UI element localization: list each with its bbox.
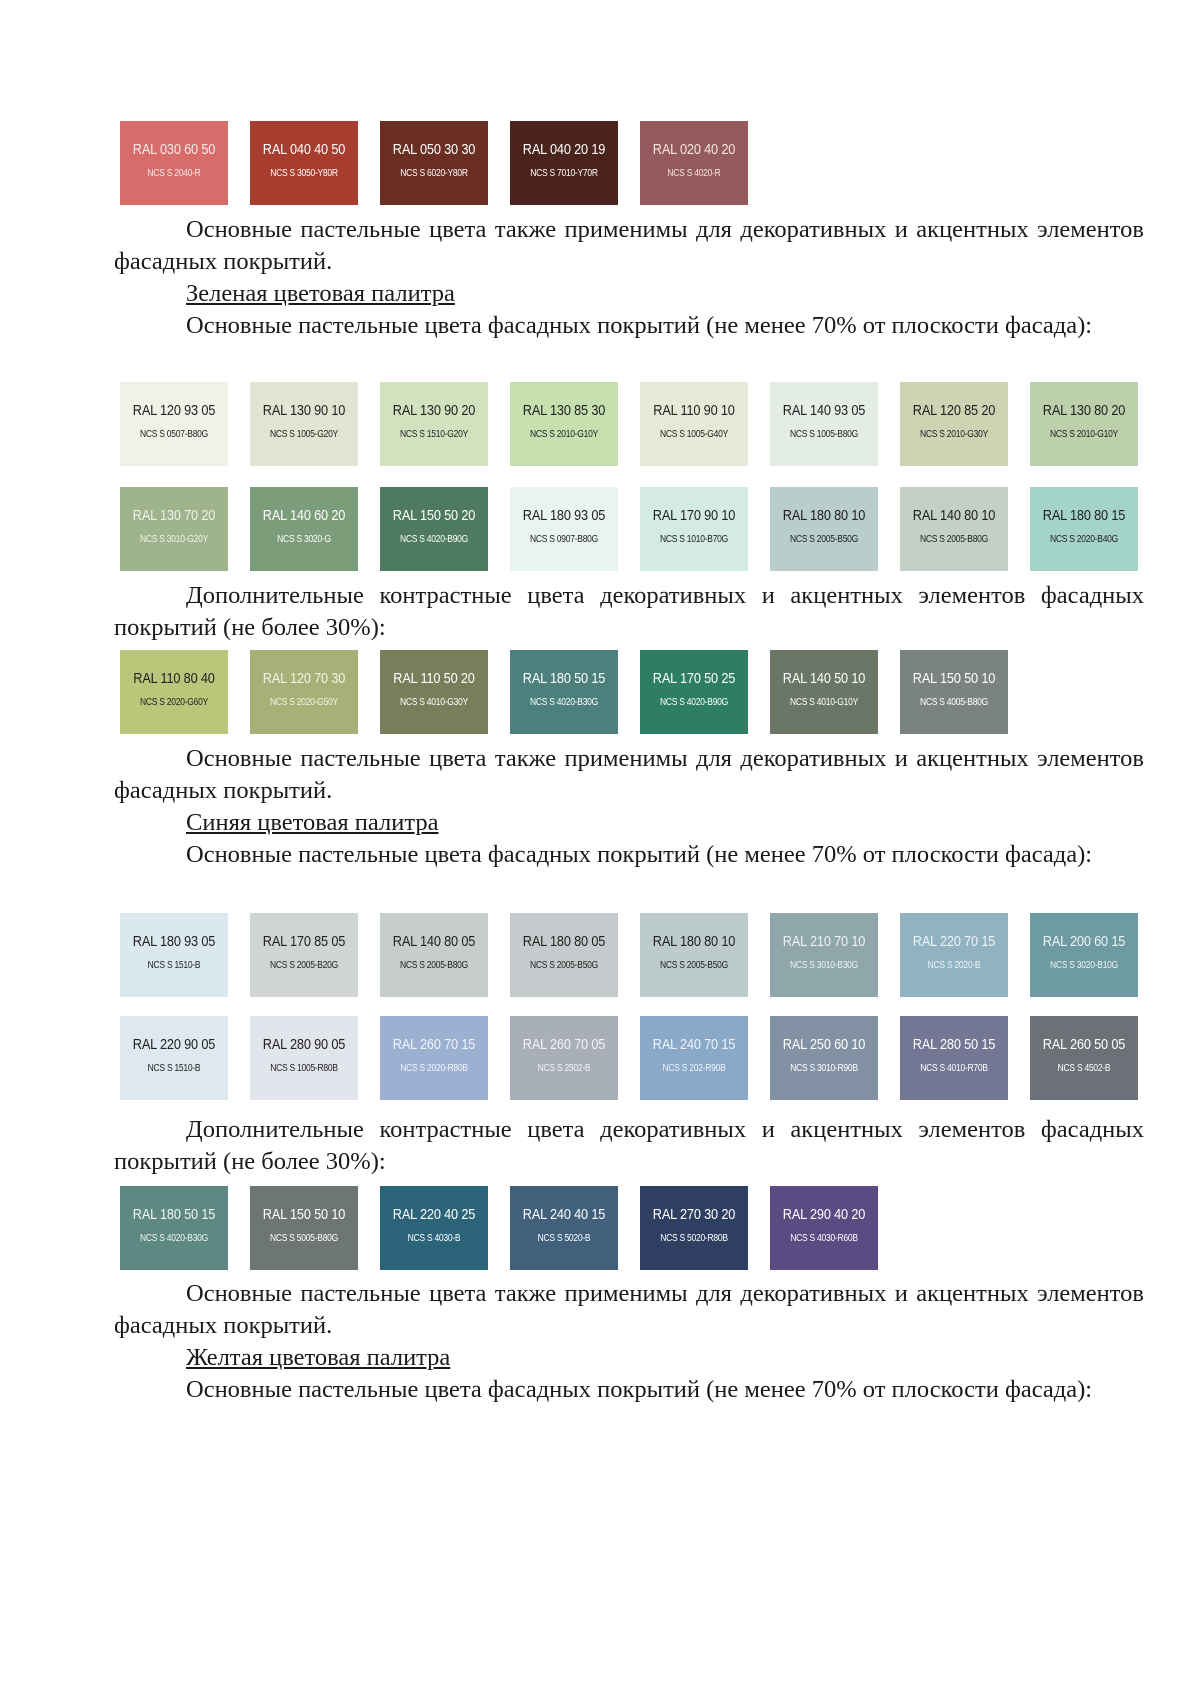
paragraph-text: Основные пастельные цвета также применимы для декоративных и акцентных элементов фасадных покрытий. — [114, 1280, 1144, 1339]
color-swatch — [250, 1186, 358, 1270]
color-swatch — [120, 913, 228, 997]
ral-code: RAL 130 70 20 — [132, 508, 216, 524]
ncs-code: NCS S 1005-R80B — [270, 1063, 338, 1074]
ncs-code: NCS S 1005-G20Y — [270, 429, 338, 440]
ral-code: RAL 020 40 20 — [652, 142, 736, 158]
paragraph-text: Основные пастельные цвета также применимы для декоративных и акцентных элементов фасадных покрытий. — [114, 745, 1144, 804]
ncs-code: NCS S 2010-G10Y — [530, 429, 598, 440]
color-swatch — [120, 1016, 228, 1100]
ral-code: RAL 050 30 30 — [392, 142, 476, 158]
ral-code: RAL 120 93 05 — [132, 403, 216, 419]
ral-code: RAL 180 80 10 — [782, 508, 866, 524]
ral-code: RAL 270 30 20 — [652, 1207, 736, 1223]
ral-code: RAL 040 40 50 — [262, 142, 346, 158]
ncs-code: NCS S 2005-B50G — [790, 534, 858, 545]
color-swatch — [380, 1016, 488, 1100]
ncs-code: NCS S 4020-R — [667, 168, 721, 179]
color-swatch — [250, 650, 358, 734]
ral-code: RAL 260 70 15 — [392, 1037, 476, 1053]
color-swatch — [120, 650, 228, 734]
ral-code: RAL 240 40 15 — [522, 1207, 606, 1223]
ral-code: RAL 180 80 10 — [652, 934, 736, 950]
ncs-code: NCS S 5005-B80G — [270, 1233, 338, 1244]
color-swatch — [510, 913, 618, 997]
ncs-code: NCS S 4502-B — [1057, 1063, 1111, 1074]
color-swatch — [640, 1016, 748, 1100]
ral-code: RAL 220 70 15 — [912, 934, 996, 950]
ncs-code: NCS S 3010-B30G — [790, 960, 858, 971]
ncs-code: NCS S 2005-B50G — [660, 960, 728, 971]
ral-code: RAL 130 90 20 — [392, 403, 476, 419]
paragraph-text: Основные пастельные цвета фасадных покрытий (не менее 70% от плоскости фасада): — [186, 841, 1093, 868]
color-swatch — [900, 1016, 1008, 1100]
ral-code: RAL 110 80 40 — [133, 671, 215, 687]
color-swatch — [640, 121, 748, 205]
ral-code: RAL 170 90 10 — [652, 508, 736, 524]
ncs-code: NCS S 4020-B30G — [140, 1233, 208, 1244]
color-swatch — [1030, 487, 1138, 571]
ncs-code: NCS S 3020-B10G — [1050, 960, 1118, 971]
ncs-code: NCS S 4020-B90G — [660, 697, 728, 708]
ncs-code: NCS S 1010-B70G — [660, 534, 728, 545]
ral-code: RAL 120 85 20 — [912, 403, 996, 419]
ncs-code: NCS S 202-R90B — [662, 1063, 726, 1074]
ncs-code: NCS S 2020-B40G — [1050, 534, 1118, 545]
color-swatch — [640, 650, 748, 734]
color-swatch — [640, 913, 748, 997]
ncs-code: NCS S 4010-G30Y — [400, 697, 468, 708]
ncs-code: NCS S 2020-G50Y — [270, 697, 338, 708]
color-swatch — [770, 650, 878, 734]
ncs-code: NCS S 4030-R60B — [790, 1233, 858, 1244]
ncs-code: NCS S 1005-G40Y — [660, 429, 728, 440]
ncs-code: NCS S 4010-G10Y — [790, 697, 858, 708]
color-swatch — [120, 121, 228, 205]
ral-code: RAL 170 50 25 — [652, 671, 736, 687]
color-swatch — [1030, 1016, 1138, 1100]
ral-code: RAL 150 50 10 — [262, 1207, 346, 1223]
section-heading-green: Зеленая цветовая палитра — [186, 280, 455, 307]
ral-code: RAL 180 50 15 — [132, 1207, 216, 1223]
color-swatch — [120, 382, 228, 466]
ncs-code: NCS S 2005-B80G — [920, 534, 988, 545]
color-swatch — [510, 121, 618, 205]
ncs-code: NCS S 2005-B50G — [530, 960, 598, 971]
ncs-code: NCS S 0507-B80G — [140, 429, 208, 440]
ral-code: RAL 220 90 05 — [132, 1037, 216, 1053]
ncs-code: NCS S 2502-B — [537, 1063, 591, 1074]
ral-code: RAL 150 50 10 — [912, 671, 996, 687]
ncs-code: NCS S 3010-R90B — [790, 1063, 858, 1074]
ral-code: RAL 030 60 50 — [132, 142, 216, 158]
ral-code: RAL 180 93 05 — [522, 508, 606, 524]
color-swatch — [640, 1186, 748, 1270]
ral-code: RAL 200 60 15 — [1042, 934, 1126, 950]
ncs-code: NCS S 4010-R70B — [920, 1063, 988, 1074]
ncs-code: NCS S 0907-B80G — [530, 534, 598, 545]
color-swatch — [250, 121, 358, 205]
color-swatch — [900, 382, 1008, 466]
color-swatch — [380, 121, 488, 205]
color-swatch — [770, 1016, 878, 1100]
color-swatch — [770, 487, 878, 571]
color-swatch — [380, 1186, 488, 1270]
ncs-code: NCS S 3020-G — [277, 534, 331, 545]
ral-code: RAL 240 70 15 — [652, 1037, 736, 1053]
color-swatch — [250, 1016, 358, 1100]
color-swatch — [900, 487, 1008, 571]
ncs-code: NCS S 1510-G20Y — [400, 429, 468, 440]
color-swatch — [120, 1186, 228, 1270]
paragraph — [114, 1278, 1144, 1342]
ncs-code: NCS S 5020-B — [537, 1233, 591, 1244]
ral-code: RAL 140 80 05 — [392, 934, 476, 950]
ral-code: RAL 140 60 20 — [262, 508, 346, 524]
ncs-code: NCS S 4005-B80G — [920, 697, 988, 708]
ncs-code: NCS S 4020-B30G — [530, 697, 598, 708]
ral-code: RAL 180 50 15 — [522, 671, 606, 687]
ncs-code: NCS S 6020-Y80R — [400, 168, 468, 179]
ncs-code: NCS S 2010-G30Y — [920, 429, 988, 440]
ral-code: RAL 180 93 05 — [132, 934, 216, 950]
ral-code: RAL 140 93 05 — [782, 403, 866, 419]
color-swatch — [510, 382, 618, 466]
ncs-code: NCS S 2005-B20G — [270, 960, 338, 971]
ral-code: RAL 140 80 10 — [912, 508, 996, 524]
color-swatch — [510, 1016, 618, 1100]
ral-code: RAL 260 50 05 — [1042, 1037, 1126, 1053]
ncs-code: NCS S 1005-B80G — [790, 429, 858, 440]
paragraph-text: Основные пастельные цвета также применимы для декоративных и акцентных элементов фасадных покрытий. — [114, 216, 1144, 275]
color-swatch — [900, 913, 1008, 997]
color-swatch — [250, 382, 358, 466]
paragraph — [114, 1114, 1144, 1178]
ral-code: RAL 250 60 10 — [782, 1037, 866, 1053]
ncs-code: NCS S 2040-R — [147, 168, 201, 179]
ncs-code: NCS S 3010-G20Y — [140, 534, 208, 545]
color-swatch — [1030, 382, 1138, 466]
color-swatch — [640, 487, 748, 571]
color-swatch — [250, 487, 358, 571]
ral-code: RAL 120 70 30 — [262, 671, 346, 687]
ncs-code: NCS S 2020-B — [927, 960, 981, 971]
section-heading-yellow: Желтая цветовая палитра — [186, 1344, 451, 1371]
color-swatch — [770, 913, 878, 997]
color-swatch — [770, 382, 878, 466]
ncs-code: NCS S 2020-G60Y — [140, 697, 208, 708]
color-swatch — [510, 650, 618, 734]
ncs-code: NCS S 5020-R80B — [660, 1233, 728, 1244]
ral-code: RAL 150 50 20 — [392, 508, 476, 524]
color-swatch — [510, 487, 618, 571]
color-swatch — [380, 487, 488, 571]
ral-code: RAL 260 70 05 — [522, 1037, 606, 1053]
ncs-code: NCS S 2020-R80B — [400, 1063, 468, 1074]
ncs-code: NCS S 7010-Y70R — [530, 168, 598, 179]
ncs-code: NCS S 1510-B — [147, 1063, 201, 1074]
ral-code: RAL 220 40 25 — [392, 1207, 476, 1223]
ral-code: RAL 130 90 10 — [262, 403, 346, 419]
ral-code: RAL 180 80 15 — [1042, 508, 1126, 524]
ral-code: RAL 140 50 10 — [782, 671, 866, 687]
color-swatch — [120, 487, 228, 571]
ral-code: RAL 130 80 20 — [1042, 403, 1126, 419]
ral-code: RAL 040 20 19 — [522, 142, 606, 158]
paragraph — [114, 310, 1144, 342]
paragraph — [114, 214, 1144, 278]
ral-code: RAL 290 40 20 — [782, 1207, 866, 1223]
ral-code: RAL 180 80 05 — [522, 934, 606, 950]
paragraph-text: Дополнительные контрастные цвета декоративных и акцентных элементов фасадных покрытий (не более 30%): — [114, 582, 1144, 641]
ral-code: RAL 110 50 20 — [393, 671, 475, 687]
color-swatch — [510, 1186, 618, 1270]
paragraph-text: Основные пастельные цвета фасадных покрытий (не менее 70% от плоскости фасада): — [186, 312, 1093, 339]
color-swatch — [640, 382, 748, 466]
paragraph — [114, 839, 1144, 871]
color-swatch — [250, 913, 358, 997]
ral-code: RAL 280 90 05 — [262, 1037, 346, 1053]
ral-code: RAL 210 70 10 — [782, 934, 866, 950]
ncs-code: NCS S 1510-B — [147, 960, 201, 971]
color-swatch — [770, 1186, 878, 1270]
ral-code: RAL 110 90 10 — [653, 403, 735, 419]
ral-code: RAL 280 50 15 — [912, 1037, 996, 1053]
ral-code: RAL 130 85 30 — [522, 403, 606, 419]
ncs-code: NCS S 4030-B — [407, 1233, 461, 1244]
color-swatch — [380, 650, 488, 734]
paragraph — [114, 580, 1144, 644]
color-swatch — [1030, 913, 1138, 997]
ncs-code: NCS S 2005-B80G — [400, 960, 468, 971]
paragraph — [114, 743, 1144, 807]
paragraph-text: Основные пастельные цвета фасадных покрытий (не менее 70% от плоскости фасада): — [186, 1376, 1093, 1403]
color-swatch — [380, 913, 488, 997]
ncs-code: NCS S 3050-Y80R — [270, 168, 338, 179]
ral-code: RAL 170 85 05 — [262, 934, 346, 950]
ncs-code: NCS S 4020-B90G — [400, 534, 468, 545]
paragraph — [114, 1374, 1144, 1406]
paragraph-text: Дополнительные контрастные цвета декоративных и акцентных элементов фасадных покрытий (не более 30%): — [114, 1116, 1144, 1175]
color-swatch — [900, 650, 1008, 734]
section-heading-blue: Синяя цветовая палитра — [186, 809, 439, 836]
color-swatch — [380, 382, 488, 466]
ncs-code: NCS S 2010-G10Y — [1050, 429, 1118, 440]
